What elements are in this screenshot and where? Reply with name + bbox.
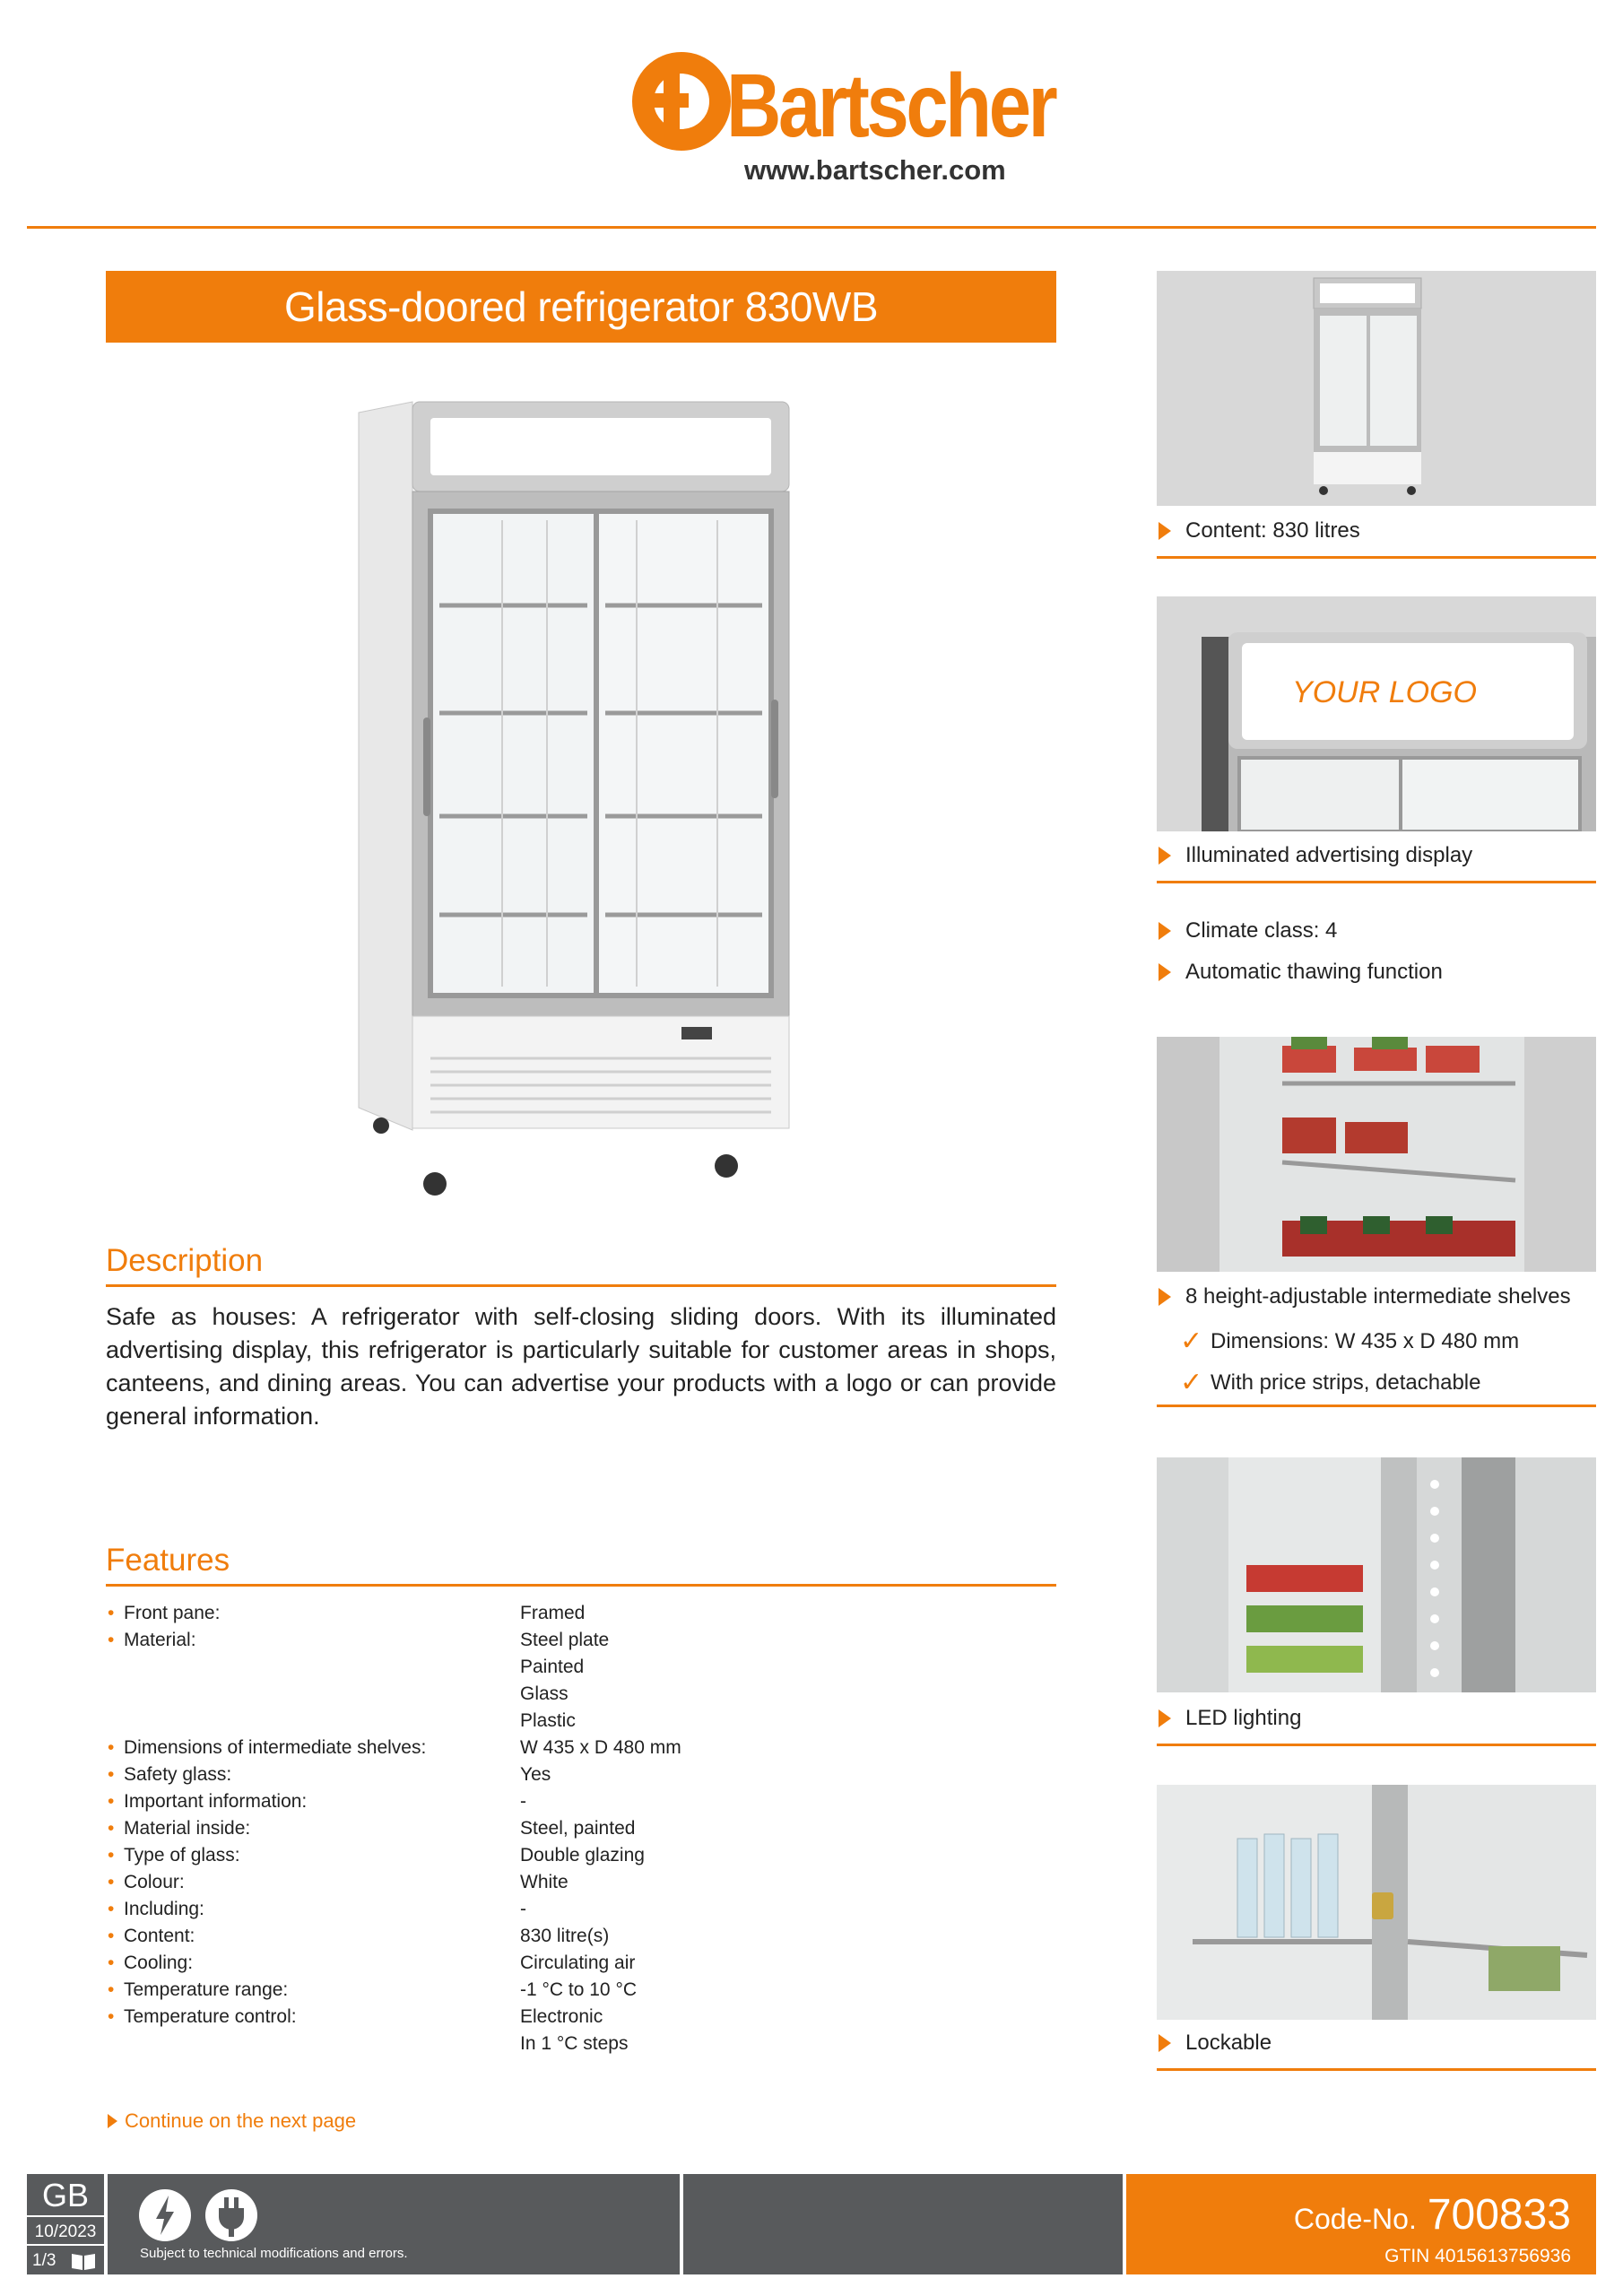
side-divider (1157, 556, 1596, 559)
bullet-icon: • (108, 1845, 115, 1866)
side-divider (1157, 2068, 1596, 2071)
electric-power-icon (136, 2187, 194, 2244)
feature-label: • Important information: (108, 1788, 520, 1815)
side-caption-lockable: Lockable (1157, 2031, 1596, 2056)
bullet-icon: • (108, 1952, 115, 1973)
feature-values (520, 1788, 526, 1815)
brand-logo (628, 43, 1055, 196)
side-caption-led: LED lighting (1157, 1706, 1596, 1731)
your-logo-text: YOUR LOGO (1292, 675, 1477, 709)
side-caption-content: Content: 830 litres (1157, 518, 1596, 544)
feature-value: Circulating air (520, 1952, 636, 1973)
language-code: GB (27, 2174, 104, 2217)
book-icon (70, 2251, 97, 2271)
play-arrow-icon (1159, 847, 1171, 865)
gtin: GTIN 4015613756936 (1384, 2246, 1571, 2266)
bullet-icon: • (108, 1630, 115, 1650)
description-heading: Description (106, 1243, 1056, 1287)
feature-row (108, 1869, 1004, 1896)
bullet-icon: • (108, 1899, 115, 1919)
feature-row (108, 1761, 1004, 1788)
feature-row (108, 1627, 1004, 1735)
feature-label: • Temperature range: (108, 1977, 520, 2004)
bullet-icon: • (108, 1926, 115, 1946)
footer-middle-block (683, 2174, 1123, 2274)
play-arrow-icon (1159, 522, 1171, 540)
play-arrow-icon (1159, 922, 1171, 940)
feature-value: -1 °C to 10 °C (520, 1979, 638, 2000)
play-arrow-icon (108, 2114, 117, 2128)
bullet-icon: • (108, 1737, 115, 1758)
feature-row (108, 1842, 1004, 1869)
feature-label: • Safety glass: (108, 1761, 520, 1788)
feature-row (108, 1896, 1004, 1923)
feature-values (520, 1600, 585, 1627)
bullet-icon: • (108, 1603, 115, 1623)
description-text: Safe as houses: A refrigerator with self-closing sliding doors. With its illuminated advertising display, this refrigerator is particularly suitable for customer areas in shops, canteens, and dining areas. You can advertise your products with a logo or can provide general information. (106, 1303, 1056, 1430)
feature-label: • Colour: (108, 1869, 520, 1896)
feature-label: • Material inside: (108, 1815, 520, 1842)
document-date: 10/2023 (27, 2219, 104, 2246)
product-title: Glass-doored refrigerator 830WB (106, 271, 1056, 343)
feature-value: Yes (520, 1764, 551, 1785)
footer-disclaimer: Subject to technical modifications and errors. (140, 2246, 408, 2261)
feature-values (520, 1977, 637, 2004)
feature-row (108, 1923, 1004, 1950)
side-caption-display: Illuminated advertising display (1157, 843, 1596, 868)
side-image-shelves (1157, 1037, 1596, 1272)
feature-row (108, 1977, 1004, 2004)
bullet-icon: • (108, 2006, 115, 2027)
play-arrow-icon (1159, 963, 1171, 981)
side-caption-shelves: 8 height-adjustable intermediate shelves (1157, 1284, 1596, 1309)
brand-url[interactable]: www.bartscher.com (744, 154, 1006, 186)
feature-label: • Material: (108, 1627, 520, 1735)
feature-row (108, 1600, 1004, 1627)
features-table (108, 1600, 1004, 2057)
header-divider (27, 226, 1596, 229)
feature-value: - (520, 1899, 526, 1919)
feature-row (108, 1788, 1004, 1815)
code-label: Code-No. (1293, 2203, 1417, 2235)
feature-values (520, 1869, 568, 1896)
feature-label: • Type of glass: (108, 1842, 520, 1869)
play-arrow-icon (1159, 1709, 1171, 1727)
feature-value: Double glazing (520, 1845, 645, 1866)
side-check-price-strips: ✓ With price strips, detachable (1180, 1368, 1481, 1397)
play-arrow-icon (1159, 1288, 1171, 1306)
bullet-icon: • (108, 1872, 115, 1892)
footer-language-block (27, 2174, 104, 2274)
feature-value: Steel, painted (520, 1818, 636, 1839)
feature-value: Plastic (520, 1710, 576, 1731)
feature-row (108, 1815, 1004, 1842)
feature-values (520, 1815, 635, 1842)
feature-value: Electronic (520, 2006, 603, 2027)
side-divider (1157, 1744, 1596, 1746)
bullet-icon: • (108, 1979, 115, 2000)
bullet-icon: • (108, 1791, 115, 1812)
feature-value: In 1 °C steps (520, 2033, 629, 2054)
side-check-dimensions: ✓ Dimensions: W 435 x D 480 mm (1180, 1326, 1520, 1356)
footer-icons-block (108, 2174, 680, 2274)
feature-values (520, 1923, 609, 1950)
continue-label: Continue on the next page (125, 2109, 357, 2132)
footer (27, 2174, 1596, 2274)
continue-link[interactable] (108, 2109, 356, 2133)
feature-label: • Dimensions of intermediate shelves: (108, 1735, 520, 1761)
feature-values (520, 1627, 609, 1735)
checkmark-icon: ✓ (1180, 1326, 1203, 1356)
bartscher-logo-icon (628, 43, 735, 160)
feature-value: - (520, 1791, 526, 1812)
feature-value: Framed (520, 1603, 586, 1623)
bullet-icon: • (108, 1818, 115, 1839)
feature-row (108, 1950, 1004, 1977)
feature-label: • Cooling: (108, 1950, 520, 1977)
feature-values (520, 1842, 645, 1869)
side-image-lock (1157, 1785, 1596, 2020)
feature-values (520, 1761, 551, 1788)
features-heading: Features (106, 1543, 1056, 1587)
main-product-image (341, 395, 807, 1211)
feature-value: 830 litre(s) (520, 1926, 610, 1946)
feature-row (108, 2004, 1004, 2057)
feature-value: W 435 x D 480 mm (520, 1737, 681, 1758)
feature-values (520, 1896, 526, 1923)
feature-label: • Including: (108, 1896, 520, 1923)
checkmark-icon: ✓ (1180, 1368, 1203, 1397)
side-caption-climate: Climate class: 4 (1157, 918, 1596, 944)
plug-icon (203, 2187, 260, 2244)
side-image-fridge (1157, 271, 1596, 506)
feature-label: • Front pane: (108, 1600, 520, 1627)
side-image-led (1157, 1457, 1596, 1692)
page-number: 1/3 (32, 2251, 56, 2270)
feature-label: • Content: (108, 1923, 520, 1950)
feature-value: Glass (520, 1683, 568, 1704)
bullet-icon: • (108, 1764, 115, 1785)
side-divider (1157, 1405, 1596, 1407)
play-arrow-icon (1159, 2034, 1171, 2052)
feature-value: Painted (520, 1657, 585, 1677)
code-number: 700833 (1427, 2191, 1571, 2239)
side-caption-thawing: Automatic thawing function (1157, 960, 1596, 985)
footer-code-block (1126, 2174, 1596, 2274)
feature-values (520, 1735, 681, 1761)
feature-value: Steel plate (520, 1630, 610, 1650)
feature-label: • Temperature control: (108, 2004, 520, 2057)
feature-values (520, 2004, 628, 2057)
side-image-logo-display (1157, 596, 1596, 831)
feature-values (520, 1950, 635, 1977)
feature-value: White (520, 1872, 568, 1892)
brand-name: Bartscher (726, 56, 1055, 156)
feature-row (108, 1735, 1004, 1761)
side-divider (1157, 881, 1596, 883)
